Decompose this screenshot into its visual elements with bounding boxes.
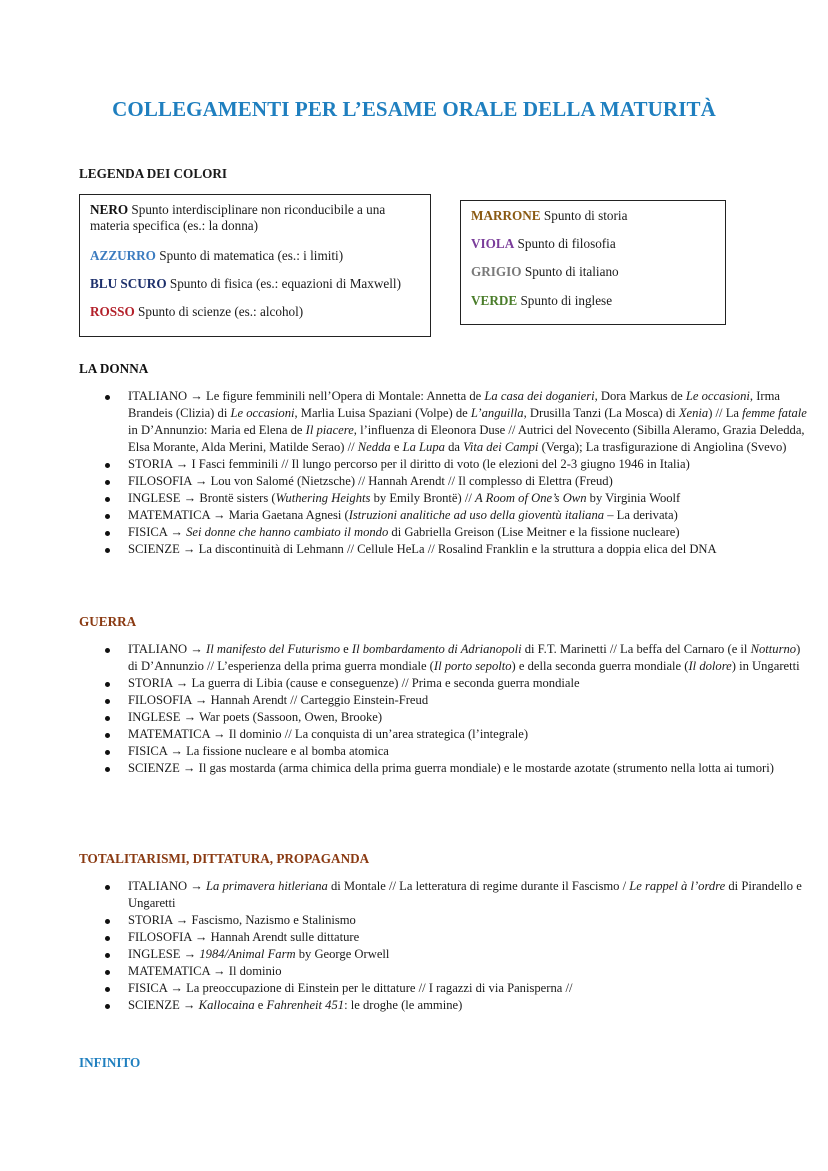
list-donna — [79, 388, 808, 558]
section-heading-guerra: GUERRA — [79, 614, 137, 629]
legend-key: ROSSO — [90, 304, 135, 319]
list-item: ITALIANO → Le figure femminili nell’Opera di Montale: Annetta de La casa dei doganieri, Dora Markus de Le occasioni, Irma Brandeis (Clizia) di Le occasioni, Marlia Luisa Spaziani (Volpe) de L’anguilla, Drusilla Tanzi (La Mosca) di Xenia) // La femme fatale in D’Annunzio: Maria ed Elena de Il piacere, l’influenza di Eleonora Duse // Autrici del Novecento (Sibilla Aleramo, Grazia Deledda, Elsa Morante, Alda Merini, Matilde Serao) // Nedda e La Lupa da Vita dei Campi (Verga); La trasfigurazione di Angiolina (Svevo) — [128, 389, 807, 454]
list-totalitarismi — [79, 878, 808, 1014]
legend-entry-nero: NERO Spunto interdisciplinare non riconducibile a una materia specifica (es.: la donna) — [90, 202, 386, 233]
legend-key: VIOLA — [471, 236, 515, 251]
legend-key: BLU SCURO — [90, 276, 167, 291]
list-item: MATEMATICA → Il dominio // La conquista di un’area strategica (l’integrale) — [128, 726, 808, 743]
list-item: STORIA → I Fasci femminili // Il lungo percorso per il diritto di voto (le elezioni del 2-3 giugno 1946 in Italia) — [128, 456, 808, 473]
section-heading-totalitarismi: TOTALITARISMI, DITTATURA, PROPAGANDA — [79, 851, 370, 866]
page-title: COLLEGAMENTI PER L’ESAME ORALE DELLA MATURITÀ — [112, 97, 716, 121]
legend-heading: LEGENDA DEI COLORI — [79, 166, 228, 181]
legend-key: NERO — [90, 202, 129, 217]
list-item: INGLESE → 1984/Animal Farm by George Orwell — [128, 946, 808, 963]
list-item: STORIA → Fascismo, Nazismo e Stalinismo — [128, 912, 808, 929]
legend-box-right — [460, 200, 726, 325]
list-item: ITALIANO → La primavera hitleriana di Montale // La letteratura di regime durante il Fascismo / Le rappel à l’ordre di Pirandello e Ungaretti — [128, 878, 808, 912]
list-item: MATEMATICA → Maria Gaetana Agnesi (Istruzioni analitiche ad uso della gioventù italiana – La derivata) — [128, 507, 808, 524]
legend-entry-marrone: MARRONE Spunto di storia — [471, 208, 628, 223]
list-item: SCIENZE → La discontinuità di Lehmann // Cellule HeLa // Rosalind Franklin e la struttura a doppia elica del DNA — [128, 541, 808, 558]
legend-key: MARRONE — [471, 208, 541, 223]
list-item: FILOSOFIA → Hannah Arendt // Carteggio Einstein-Freud — [128, 692, 808, 709]
legend-key: VERDE — [471, 293, 518, 308]
list-item: FILOSOFIA → Hannah Arendt sulle dittature — [128, 929, 808, 946]
legend-key: AZZURRO — [90, 248, 156, 263]
legend-entry-blu-scuro: BLU SCURO Spunto di fisica (es.: equazioni di Maxwell) — [90, 276, 401, 291]
legend-entry-viola: VIOLA Spunto di filosofia — [471, 236, 616, 251]
section-heading-donna: LA DONNA — [79, 361, 149, 376]
list-item: FISICA → La preoccupazione di Einstein per le dittature // I ragazzi di via Panisperna // — [128, 980, 808, 997]
list-item: FISICA → La fissione nucleare e al bomba atomica — [128, 743, 808, 760]
legend-entry-azzurro: AZZURRO Spunto di matematica (es.: i limiti) — [90, 248, 344, 263]
legend-entry-rosso: ROSSO Spunto di scienze (es.: alcohol) — [90, 304, 304, 319]
list-item: SCIENZE → Kallocaina e Fahrenheit 451: le droghe (le ammine) — [128, 997, 808, 1014]
list-item: FILOSOFIA → Lou von Salomé (Nietzsche) // Hannah Arendt // Il complesso di Elettra (Freud) — [128, 473, 808, 490]
list-guerra — [79, 641, 808, 777]
list-item: STORIA → La guerra di Libia (cause e conseguenze) // Prima e seconda guerra mondiale — [128, 675, 808, 692]
legend-entry-verde: VERDE Spunto di inglese — [471, 293, 613, 308]
legend-entry-grigio: GRIGIO Spunto di italiano — [471, 264, 619, 279]
legend-key: GRIGIO — [471, 264, 522, 279]
list-item: MATEMATICA → Il dominio — [128, 963, 808, 980]
section-heading-infinito: INFINITO — [79, 1055, 141, 1070]
legend-box-left — [79, 194, 431, 337]
list-item: SCIENZE → Il gas mostarda (arma chimica della prima guerra mondiale) e le mostarde azotate (strumento nella lotta ai tumori) — [128, 760, 808, 777]
list-item: FISICA → Sei donne che hanno cambiato il mondo di Gabriella Greison (Lise Meitner e la fissione nucleare) — [128, 524, 808, 541]
list-item: INGLESE → War poets (Sassoon, Owen, Brooke) — [128, 709, 808, 726]
list-item: INGLESE → Brontë sisters (Wuthering Heights by Emily Brontë) // A Room of One’s Own by Virginia Woolf — [128, 490, 808, 507]
list-item: ITALIANO → Il manifesto del Futurismo e Il bombardamento di Adrianopoli di F.T. Marinetti // La beffa del Carnaro (e il Notturno) di D’Annunzio // L’esperienza della prima guerra mondiale (Il porto sepolto) e della seconda guerra mondiale (Il dolore) in Ungaretti — [128, 641, 808, 675]
